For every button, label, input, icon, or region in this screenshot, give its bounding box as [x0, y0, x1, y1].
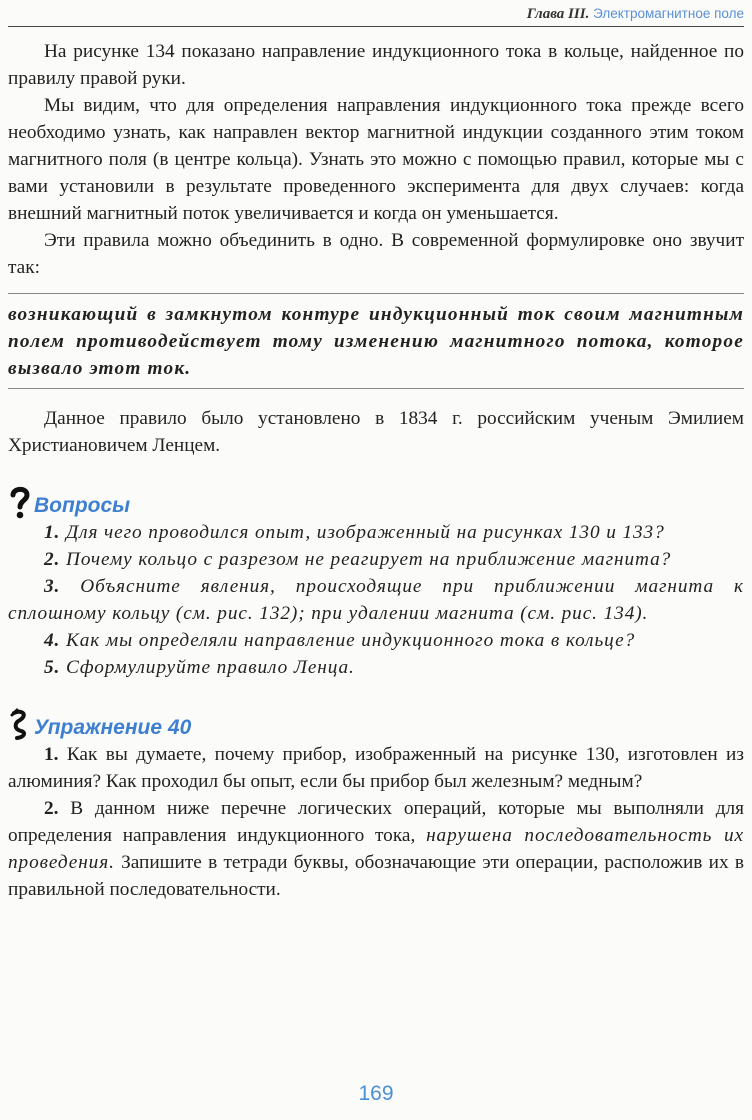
- exercise-title: Упражнение 40: [34, 716, 192, 739]
- question-number: 2.: [44, 549, 61, 570]
- question-item: [8, 654, 744, 681]
- header-chapter: Глава III.: [526, 6, 590, 22]
- question-text: Как мы определяли направление индукционного тока в кольце?: [66, 630, 636, 651]
- question-text: Почему кольцо с разрезом не реагирует на приближение магнита?: [66, 549, 672, 570]
- exercise-list: [8, 741, 744, 903]
- exercise-emphasis: нарушена последовательность их проведения.: [8, 825, 744, 873]
- paragraph: Данное правило было установлено в 1834 г. российским ученым Эмилием Христиановичем Ленцем.: [8, 408, 744, 456]
- question-mark-icon: [8, 485, 32, 519]
- page-content: [8, 38, 744, 903]
- question-text: Для чего проводился опыт, изображенный на рисунках 130 и 133?: [66, 522, 665, 543]
- question-text: Объясните явления, происходящие при приближении магнита к сплошному кольцу (см. рис. 132); при удалении магнита (см. рис. 134).: [8, 576, 744, 624]
- lenz-rule-text: возникающий в замкнутом контуре индукционный ток своим магнитным полем противодействует тому изменению магнитного потока, которое вызвало этот ток.: [8, 304, 744, 379]
- exercise-number: 2.: [44, 798, 59, 819]
- exercise-number: 1.: [44, 744, 59, 765]
- question-item: [8, 573, 744, 627]
- page-number: 169: [358, 1082, 394, 1105]
- question-number: 3.: [44, 576, 61, 597]
- lenz-rule-box: [8, 293, 744, 389]
- question-number: 5.: [44, 657, 61, 678]
- question-item: [8, 546, 744, 573]
- exercise-text: Как вы думаете, почему прибор, изображенный на рисунке 130, изготовлен из алюминия? Как проходил бы опыт, если бы прибор был железным? медным?: [8, 744, 744, 792]
- question-item: [8, 519, 744, 546]
- question-text: Сформулируйте правило Ленца.: [66, 657, 355, 678]
- exercise-text: Запишите в тетради буквы, обозначающие эти операции, расположив их в правильной последовательности.: [8, 852, 744, 900]
- paragraph: Эти правила можно объединить в одно. В современной формулировке оно звучит так:: [8, 230, 744, 278]
- header-title: Электромагнитное поле: [593, 6, 744, 21]
- paragraph: На рисунке 134 показано направление индукционного тока в кольце, найденное по правилу правой руки.: [8, 41, 744, 89]
- questions-heading: [8, 485, 744, 519]
- exercise-text: В данном ниже перечне логических операций, которые мы выполняли для определения направления индукционного тока,: [8, 798, 744, 846]
- exercise-item: [8, 795, 744, 903]
- exercise-icon: [8, 707, 32, 741]
- exercise-heading: [8, 707, 744, 741]
- question-number: 1.: [44, 522, 61, 543]
- questions-list: [8, 519, 744, 681]
- questions-title: Вопросы: [34, 494, 131, 517]
- running-header: [8, 2, 744, 27]
- exercise-item: [8, 741, 744, 795]
- paragraph: Мы видим, что для определения направления индукционного тока прежде всего необходимо узнать, как направлен вектор магнитной индукции созданного этим током магнитного поля (в центре кольца). Узнать это можно с помощью правил, которые мы с вами установили в результате проведенного эксперимента для двух случаев: когда внешний магнитный поток увеличивается и когда он уменьшается.: [8, 95, 744, 224]
- question-number: 4.: [44, 630, 61, 651]
- question-item: [8, 627, 744, 654]
